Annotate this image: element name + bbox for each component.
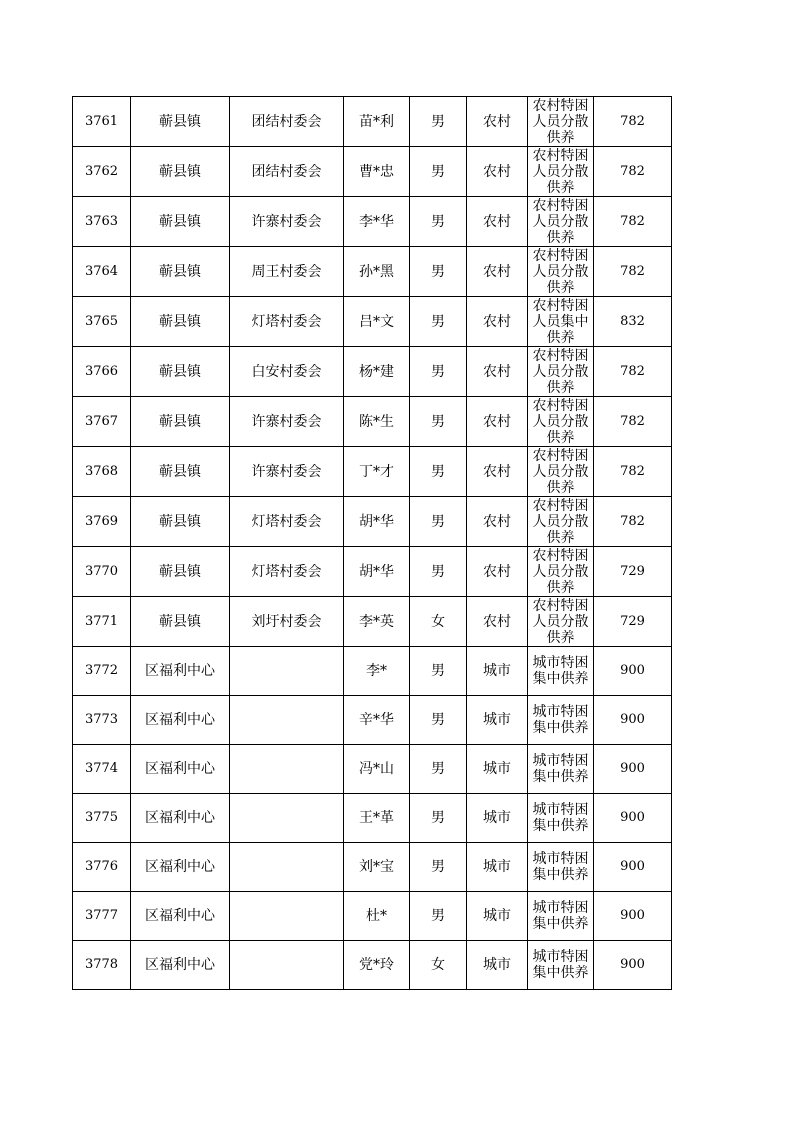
amount-cell: 900: [594, 892, 672, 941]
table-body: [73, 97, 672, 990]
area-cell: 农村: [467, 97, 528, 147]
area-cell: 城市: [467, 892, 528, 941]
row-number-cell: 3772: [73, 647, 131, 696]
village-cell: [230, 843, 344, 892]
town-cell: 蕲县镇: [131, 497, 230, 547]
area-cell: 城市: [467, 745, 528, 794]
gender-cell: 男: [410, 647, 467, 696]
gender-cell: 男: [410, 892, 467, 941]
town-cell: 区福利中心: [131, 745, 230, 794]
amount-cell: 782: [594, 97, 672, 147]
table-row: [73, 745, 672, 794]
gender-cell: 女: [410, 941, 467, 990]
name-cell: 李*: [344, 647, 410, 696]
row-number-cell: 3762: [73, 147, 131, 197]
gender-cell: 男: [410, 794, 467, 843]
area-cell: 农村: [467, 447, 528, 497]
area-cell: 城市: [467, 696, 528, 745]
area-cell: 农村: [467, 547, 528, 597]
amount-cell: 782: [594, 147, 672, 197]
support-type-text: 城市特困集中供养: [532, 753, 589, 785]
area-cell: 城市: [467, 941, 528, 990]
row-number-cell: 3764: [73, 247, 131, 297]
support-type-text: 农村特困人员分散供养: [532, 148, 589, 195]
village-cell: 许寨村委会: [230, 197, 344, 247]
support-type-cell: [528, 397, 594, 447]
town-cell: 蕲县镇: [131, 197, 230, 247]
row-number-cell: 3778: [73, 941, 131, 990]
amount-cell: 782: [594, 197, 672, 247]
name-cell: 孙*黑: [344, 247, 410, 297]
village-cell: [230, 696, 344, 745]
amount-cell: 832: [594, 297, 672, 347]
village-cell: 白安村委会: [230, 347, 344, 397]
table-row: [73, 297, 672, 347]
table-row: [73, 197, 672, 247]
support-type-cell: [528, 497, 594, 547]
town-cell: 区福利中心: [131, 696, 230, 745]
area-cell: 农村: [467, 197, 528, 247]
gender-cell: 男: [410, 97, 467, 147]
amount-cell: 782: [594, 247, 672, 297]
support-type-text: 农村特困人员集中供养: [532, 298, 589, 345]
town-cell: 蕲县镇: [131, 447, 230, 497]
support-type-cell: [528, 347, 594, 397]
support-type-text: 城市特困集中供养: [532, 655, 589, 687]
village-cell: 灯塔村委会: [230, 297, 344, 347]
support-type-text: 农村特困人员分散供养: [532, 548, 589, 595]
town-cell: 区福利中心: [131, 794, 230, 843]
support-type-text: 城市特困集中供养: [532, 949, 589, 981]
gender-cell: 男: [410, 147, 467, 197]
name-cell: 杜*: [344, 892, 410, 941]
name-cell: 吕*文: [344, 297, 410, 347]
support-type-cell: [528, 892, 594, 941]
name-cell: 丁*才: [344, 447, 410, 497]
amount-cell: 900: [594, 941, 672, 990]
area-cell: 城市: [467, 843, 528, 892]
amount-cell: 729: [594, 547, 672, 597]
area-cell: 农村: [467, 247, 528, 297]
row-number-cell: 3768: [73, 447, 131, 497]
gender-cell: 女: [410, 597, 467, 647]
area-cell: 农村: [467, 347, 528, 397]
town-cell: 蕲县镇: [131, 397, 230, 447]
area-cell: 城市: [467, 647, 528, 696]
town-cell: 区福利中心: [131, 647, 230, 696]
support-type-text: 农村特困人员分散供养: [532, 198, 589, 245]
town-cell: 蕲县镇: [131, 297, 230, 347]
amount-cell: 900: [594, 843, 672, 892]
amount-cell: 782: [594, 447, 672, 497]
amount-cell: 782: [594, 497, 672, 547]
support-type-cell: [528, 794, 594, 843]
gender-cell: 男: [410, 745, 467, 794]
amount-cell: 900: [594, 696, 672, 745]
support-type-cell: [528, 843, 594, 892]
table-row: [73, 597, 672, 647]
gender-cell: 男: [410, 247, 467, 297]
village-cell: [230, 794, 344, 843]
table-row: [73, 941, 672, 990]
name-cell: 李*英: [344, 597, 410, 647]
support-type-text: 农村特困人员分散供养: [532, 598, 589, 645]
support-type-cell: [528, 447, 594, 497]
row-number-cell: 3773: [73, 696, 131, 745]
row-number-cell: 3776: [73, 843, 131, 892]
name-cell: 李*华: [344, 197, 410, 247]
area-cell: 农村: [467, 297, 528, 347]
village-cell: 团结村委会: [230, 147, 344, 197]
row-number-cell: 3774: [73, 745, 131, 794]
row-number-cell: 3761: [73, 97, 131, 147]
gender-cell: 男: [410, 297, 467, 347]
table-row: [73, 497, 672, 547]
name-cell: 苗*利: [344, 97, 410, 147]
table-row: [73, 97, 672, 147]
name-cell: 辛*华: [344, 696, 410, 745]
support-type-text: 农村特困人员分散供养: [532, 248, 589, 295]
area-cell: 农村: [467, 147, 528, 197]
support-type-text: 城市特困集中供养: [532, 900, 589, 932]
support-type-cell: [528, 647, 594, 696]
table-row: [73, 696, 672, 745]
town-cell: 蕲县镇: [131, 147, 230, 197]
town-cell: 区福利中心: [131, 843, 230, 892]
area-cell: 农村: [467, 497, 528, 547]
amount-cell: 782: [594, 397, 672, 447]
area-cell: 城市: [467, 794, 528, 843]
table-row: [73, 892, 672, 941]
gender-cell: 男: [410, 696, 467, 745]
row-number-cell: 3777: [73, 892, 131, 941]
name-cell: 冯*山: [344, 745, 410, 794]
support-type-cell: [528, 547, 594, 597]
gender-cell: 男: [410, 547, 467, 597]
amount-cell: 900: [594, 794, 672, 843]
village-cell: 团结村委会: [230, 97, 344, 147]
amount-cell: 900: [594, 745, 672, 794]
village-cell: 灯塔村委会: [230, 547, 344, 597]
support-type-cell: [528, 147, 594, 197]
village-cell: 灯塔村委会: [230, 497, 344, 547]
table-row: [73, 147, 672, 197]
village-cell: 许寨村委会: [230, 447, 344, 497]
support-type-cell: [528, 97, 594, 147]
support-type-cell: [528, 941, 594, 990]
name-cell: 王*革: [344, 794, 410, 843]
village-cell: [230, 941, 344, 990]
support-type-text: 农村特困人员分散供养: [532, 98, 589, 145]
village-cell: [230, 892, 344, 941]
support-type-text: 城市特困集中供养: [532, 802, 589, 834]
name-cell: 党*玲: [344, 941, 410, 990]
support-type-text: 农村特困人员分散供养: [532, 498, 589, 545]
gender-cell: 男: [410, 843, 467, 892]
name-cell: 杨*建: [344, 347, 410, 397]
town-cell: 蕲县镇: [131, 597, 230, 647]
data-table: [72, 96, 672, 990]
area-cell: 农村: [467, 597, 528, 647]
town-cell: 蕲县镇: [131, 547, 230, 597]
name-cell: 刘*宝: [344, 843, 410, 892]
support-type-text: 城市特困集中供养: [532, 851, 589, 883]
amount-cell: 900: [594, 647, 672, 696]
table-row: [73, 447, 672, 497]
gender-cell: 男: [410, 397, 467, 447]
village-cell: 周王村委会: [230, 247, 344, 297]
table-row: [73, 347, 672, 397]
table-row: [73, 794, 672, 843]
amount-cell: 729: [594, 597, 672, 647]
support-type-text: 农村特困人员分散供养: [532, 448, 589, 495]
support-type-text: 农村特困人员分散供养: [532, 398, 589, 445]
town-cell: 区福利中心: [131, 941, 230, 990]
village-cell: [230, 647, 344, 696]
row-number-cell: 3765: [73, 297, 131, 347]
table-row: [73, 843, 672, 892]
name-cell: 胡*华: [344, 497, 410, 547]
table-row: [73, 247, 672, 297]
support-type-cell: [528, 597, 594, 647]
area-cell: 农村: [467, 397, 528, 447]
town-cell: 蕲县镇: [131, 347, 230, 397]
gender-cell: 男: [410, 447, 467, 497]
name-cell: 陈*生: [344, 397, 410, 447]
row-number-cell: 3770: [73, 547, 131, 597]
gender-cell: 男: [410, 197, 467, 247]
row-number-cell: 3775: [73, 794, 131, 843]
village-cell: 刘圩村委会: [230, 597, 344, 647]
support-type-cell: [528, 696, 594, 745]
support-type-cell: [528, 297, 594, 347]
gender-cell: 男: [410, 347, 467, 397]
row-number-cell: 3767: [73, 397, 131, 447]
support-type-text: 城市特困集中供养: [532, 704, 589, 736]
row-number-cell: 3771: [73, 597, 131, 647]
amount-cell: 782: [594, 347, 672, 397]
table-row: [73, 647, 672, 696]
row-number-cell: 3766: [73, 347, 131, 397]
table-row: [73, 397, 672, 447]
row-number-cell: 3769: [73, 497, 131, 547]
village-cell: 许寨村委会: [230, 397, 344, 447]
table-row: [73, 547, 672, 597]
row-number-cell: 3763: [73, 197, 131, 247]
village-cell: [230, 745, 344, 794]
town-cell: 蕲县镇: [131, 97, 230, 147]
name-cell: 胡*华: [344, 547, 410, 597]
support-type-cell: [528, 197, 594, 247]
support-type-text: 农村特困人员分散供养: [532, 348, 589, 395]
town-cell: 区福利中心: [131, 892, 230, 941]
town-cell: 蕲县镇: [131, 247, 230, 297]
support-type-cell: [528, 745, 594, 794]
name-cell: 曹*忠: [344, 147, 410, 197]
support-type-cell: [528, 247, 594, 297]
gender-cell: 男: [410, 497, 467, 547]
